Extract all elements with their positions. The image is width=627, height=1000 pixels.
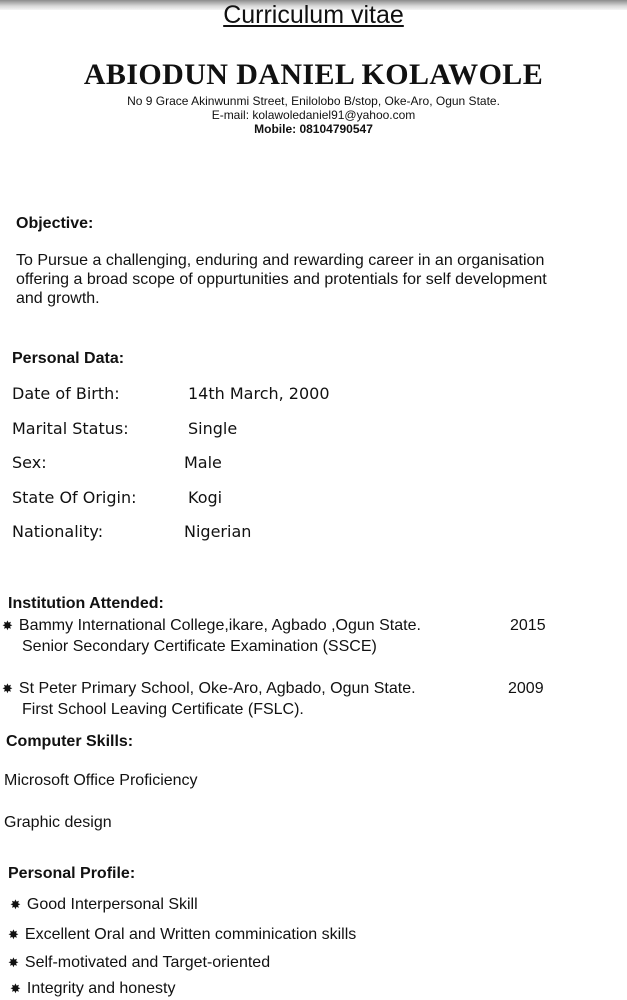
institution-certificate: First School Leaving Certificate (FSLC). xyxy=(22,701,304,718)
dob-label: Date of Birth: xyxy=(12,384,120,403)
institution-school: St Peter Primary School, Oke-Aro, Agbado, Ogun State. xyxy=(18,680,416,697)
profile-item xyxy=(10,979,175,999)
profile-item-text: Good Interpersonal Skill xyxy=(26,896,198,913)
institution-certificate: Senior Secondary Certificate Examination (SSCE) xyxy=(22,638,377,655)
bullet-icon: ✸ xyxy=(10,897,21,912)
objective-heading: Objective: xyxy=(16,215,94,232)
bullet-icon: ✸ xyxy=(8,927,19,942)
document-title: Curriculum vitae xyxy=(223,1,404,29)
institution-school: Bammy International College,ikare, Agbado ,Ogun State. xyxy=(18,617,421,634)
profile-item xyxy=(8,925,356,945)
computer-skills-heading: Computer Skills: xyxy=(6,733,134,750)
nationality-value: Nigerian xyxy=(184,522,252,541)
institution-year: 2015 xyxy=(510,617,546,634)
state-of-origin-value: Kogi xyxy=(188,488,223,507)
computer-skill-item: Microsoft Office Proficiency xyxy=(4,772,198,789)
dob-value: 14th March, 2000 xyxy=(188,384,330,403)
profile-item-text: Integrity and honesty xyxy=(26,980,176,997)
profile-item xyxy=(8,953,270,973)
state-of-origin-label: State Of Origin: xyxy=(12,488,137,507)
personal-data-heading: Personal Data: xyxy=(12,350,125,367)
marital-status-value: Single xyxy=(188,419,238,438)
address-line: No 9 Grace Akinwunmi Street, Enilolobo B/stop, Oke-Aro, Ogun State. xyxy=(127,94,500,108)
institution-entry xyxy=(2,679,416,699)
bullet-icon: ✸ xyxy=(2,618,13,633)
profile-item-text: Self-motivated and Target-oriented xyxy=(24,954,271,971)
objective-line-3: and growth. xyxy=(16,290,100,307)
institution-year: 2009 xyxy=(508,680,544,697)
sex-value: Male xyxy=(184,453,222,472)
bullet-icon: ✸ xyxy=(10,981,21,996)
email-line: E-mail: kolawoledaniel91@yahoo.com xyxy=(211,108,416,122)
objective-line-2: offering a broad scope of oppurtunities and protentials for self development xyxy=(16,271,547,288)
institution-heading: Institution Attended: xyxy=(8,595,164,612)
profile-item xyxy=(10,895,198,915)
nationality-label: Nationality: xyxy=(12,522,104,541)
sex-label: Sex: xyxy=(12,453,47,472)
profile-item-text: Excellent Oral and Written comminication skills xyxy=(24,926,357,943)
applicant-name: ABIODUN DANIEL KOLAWOLE xyxy=(83,58,544,91)
personal-profile-heading: Personal Profile: xyxy=(8,865,136,882)
marital-status-label: Marital Status: xyxy=(12,419,129,438)
objective-line-1: To Pursue a challenging, enduring and rewarding career in an organisation xyxy=(16,252,545,269)
bullet-icon: ✸ xyxy=(2,681,13,696)
computer-skill-item: Graphic design xyxy=(4,814,112,831)
mobile-line: Mobile: 08104790547 xyxy=(254,122,373,136)
institution-entry xyxy=(2,616,421,636)
bullet-icon: ✸ xyxy=(8,955,19,970)
